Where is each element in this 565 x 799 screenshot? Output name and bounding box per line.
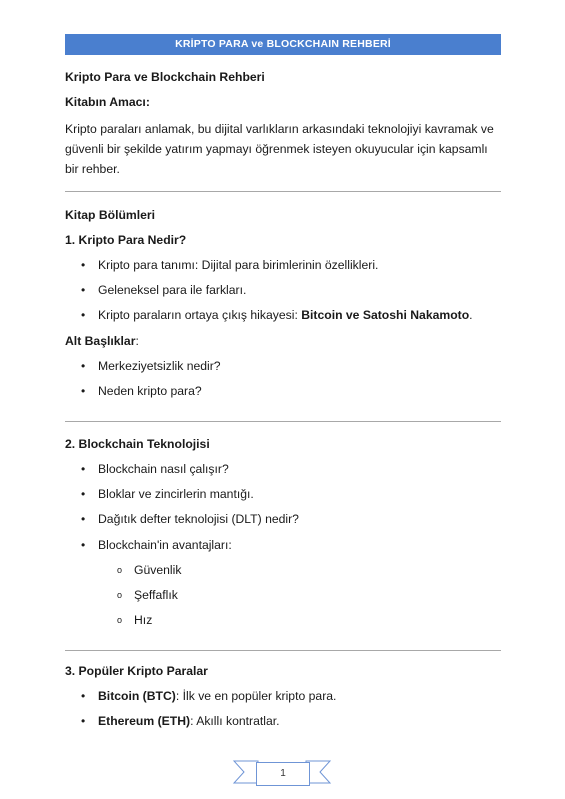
purpose-line: güvenli bir şekilde yatırım yapmayı öğrenmek isteyen okuyucular için kapsamlı xyxy=(65,142,488,156)
circle-bullet-icon: o xyxy=(117,565,123,575)
section-title: 1. Kripto Para Nedir? xyxy=(65,233,187,247)
subheadings-label: Alt Başlıklar: xyxy=(65,334,139,348)
bullet-icon: • xyxy=(81,714,86,728)
list-item: • Dağıtık defter teknolojisi (DLT) nedir? xyxy=(81,512,299,526)
sub-list-item: o Hız xyxy=(117,613,153,627)
list-item: • Ethereum (ETH): Akıllı kontratlar. xyxy=(81,714,280,728)
chapters-heading: Kitap Bölümleri xyxy=(65,208,156,222)
page-number: 1 xyxy=(256,762,310,786)
list-item: • Neden kripto para? xyxy=(81,384,202,398)
bullet-icon: • xyxy=(81,384,86,398)
list-item: • Bloklar ve zincirlerin mantığı. xyxy=(81,487,254,501)
circle-bullet-icon: o xyxy=(117,590,123,600)
purpose-heading: Kitabın Amacı: xyxy=(65,95,150,109)
section-title: 3. Popüler Kripto Paralar xyxy=(65,664,208,678)
purpose-line: bir rehber. xyxy=(65,162,120,176)
sub-list-item: o Şeffaflık xyxy=(117,588,178,602)
list-item: • Merkeziyetsizlik nedir? xyxy=(81,359,221,373)
divider xyxy=(65,191,501,192)
bullet-icon: • xyxy=(81,308,86,322)
divider xyxy=(65,650,501,651)
list-item: • Bitcoin (BTC): İlk ve en popüler kripto para. xyxy=(81,689,337,703)
bullet-icon: • xyxy=(81,689,86,703)
purpose-paragraph xyxy=(65,119,505,179)
section-title: 2. Blockchain Teknolojisi xyxy=(65,437,210,451)
document-title: Kripto Para ve Blockchain Rehberi xyxy=(65,70,265,84)
page-footer xyxy=(232,757,332,787)
list-item: • Kripto para tanımı: Dijital para birimlerinin özellikleri. xyxy=(81,258,379,272)
header-banner: KRİPTO PARA ve BLOCKCHAIN REHBERİ xyxy=(65,34,501,55)
list-item: • Blockchain'in avantajları: xyxy=(81,538,232,552)
bullet-icon: • xyxy=(81,487,86,501)
sub-list-item: o Güvenlik xyxy=(117,563,182,577)
bullet-icon: • xyxy=(81,359,86,373)
bullet-icon: • xyxy=(81,258,86,272)
purpose-line: Kripto paraları anlamak, bu dijital varlıkların arkasındaki teknolojiyi kavramak ve xyxy=(65,122,494,136)
bullet-icon: • xyxy=(81,462,86,476)
list-item: • Geleneksel para ile farkları. xyxy=(81,283,247,297)
bullet-icon: • xyxy=(81,538,86,552)
list-item: • Kripto paraların ortaya çıkış hikayesi: Bitcoin ve Satoshi Nakamoto. xyxy=(81,308,473,322)
list-item: • Blockchain nasıl çalışır? xyxy=(81,462,229,476)
circle-bullet-icon: o xyxy=(117,615,123,625)
divider xyxy=(65,421,501,422)
bullet-icon: • xyxy=(81,512,86,526)
bullet-icon: • xyxy=(81,283,86,297)
